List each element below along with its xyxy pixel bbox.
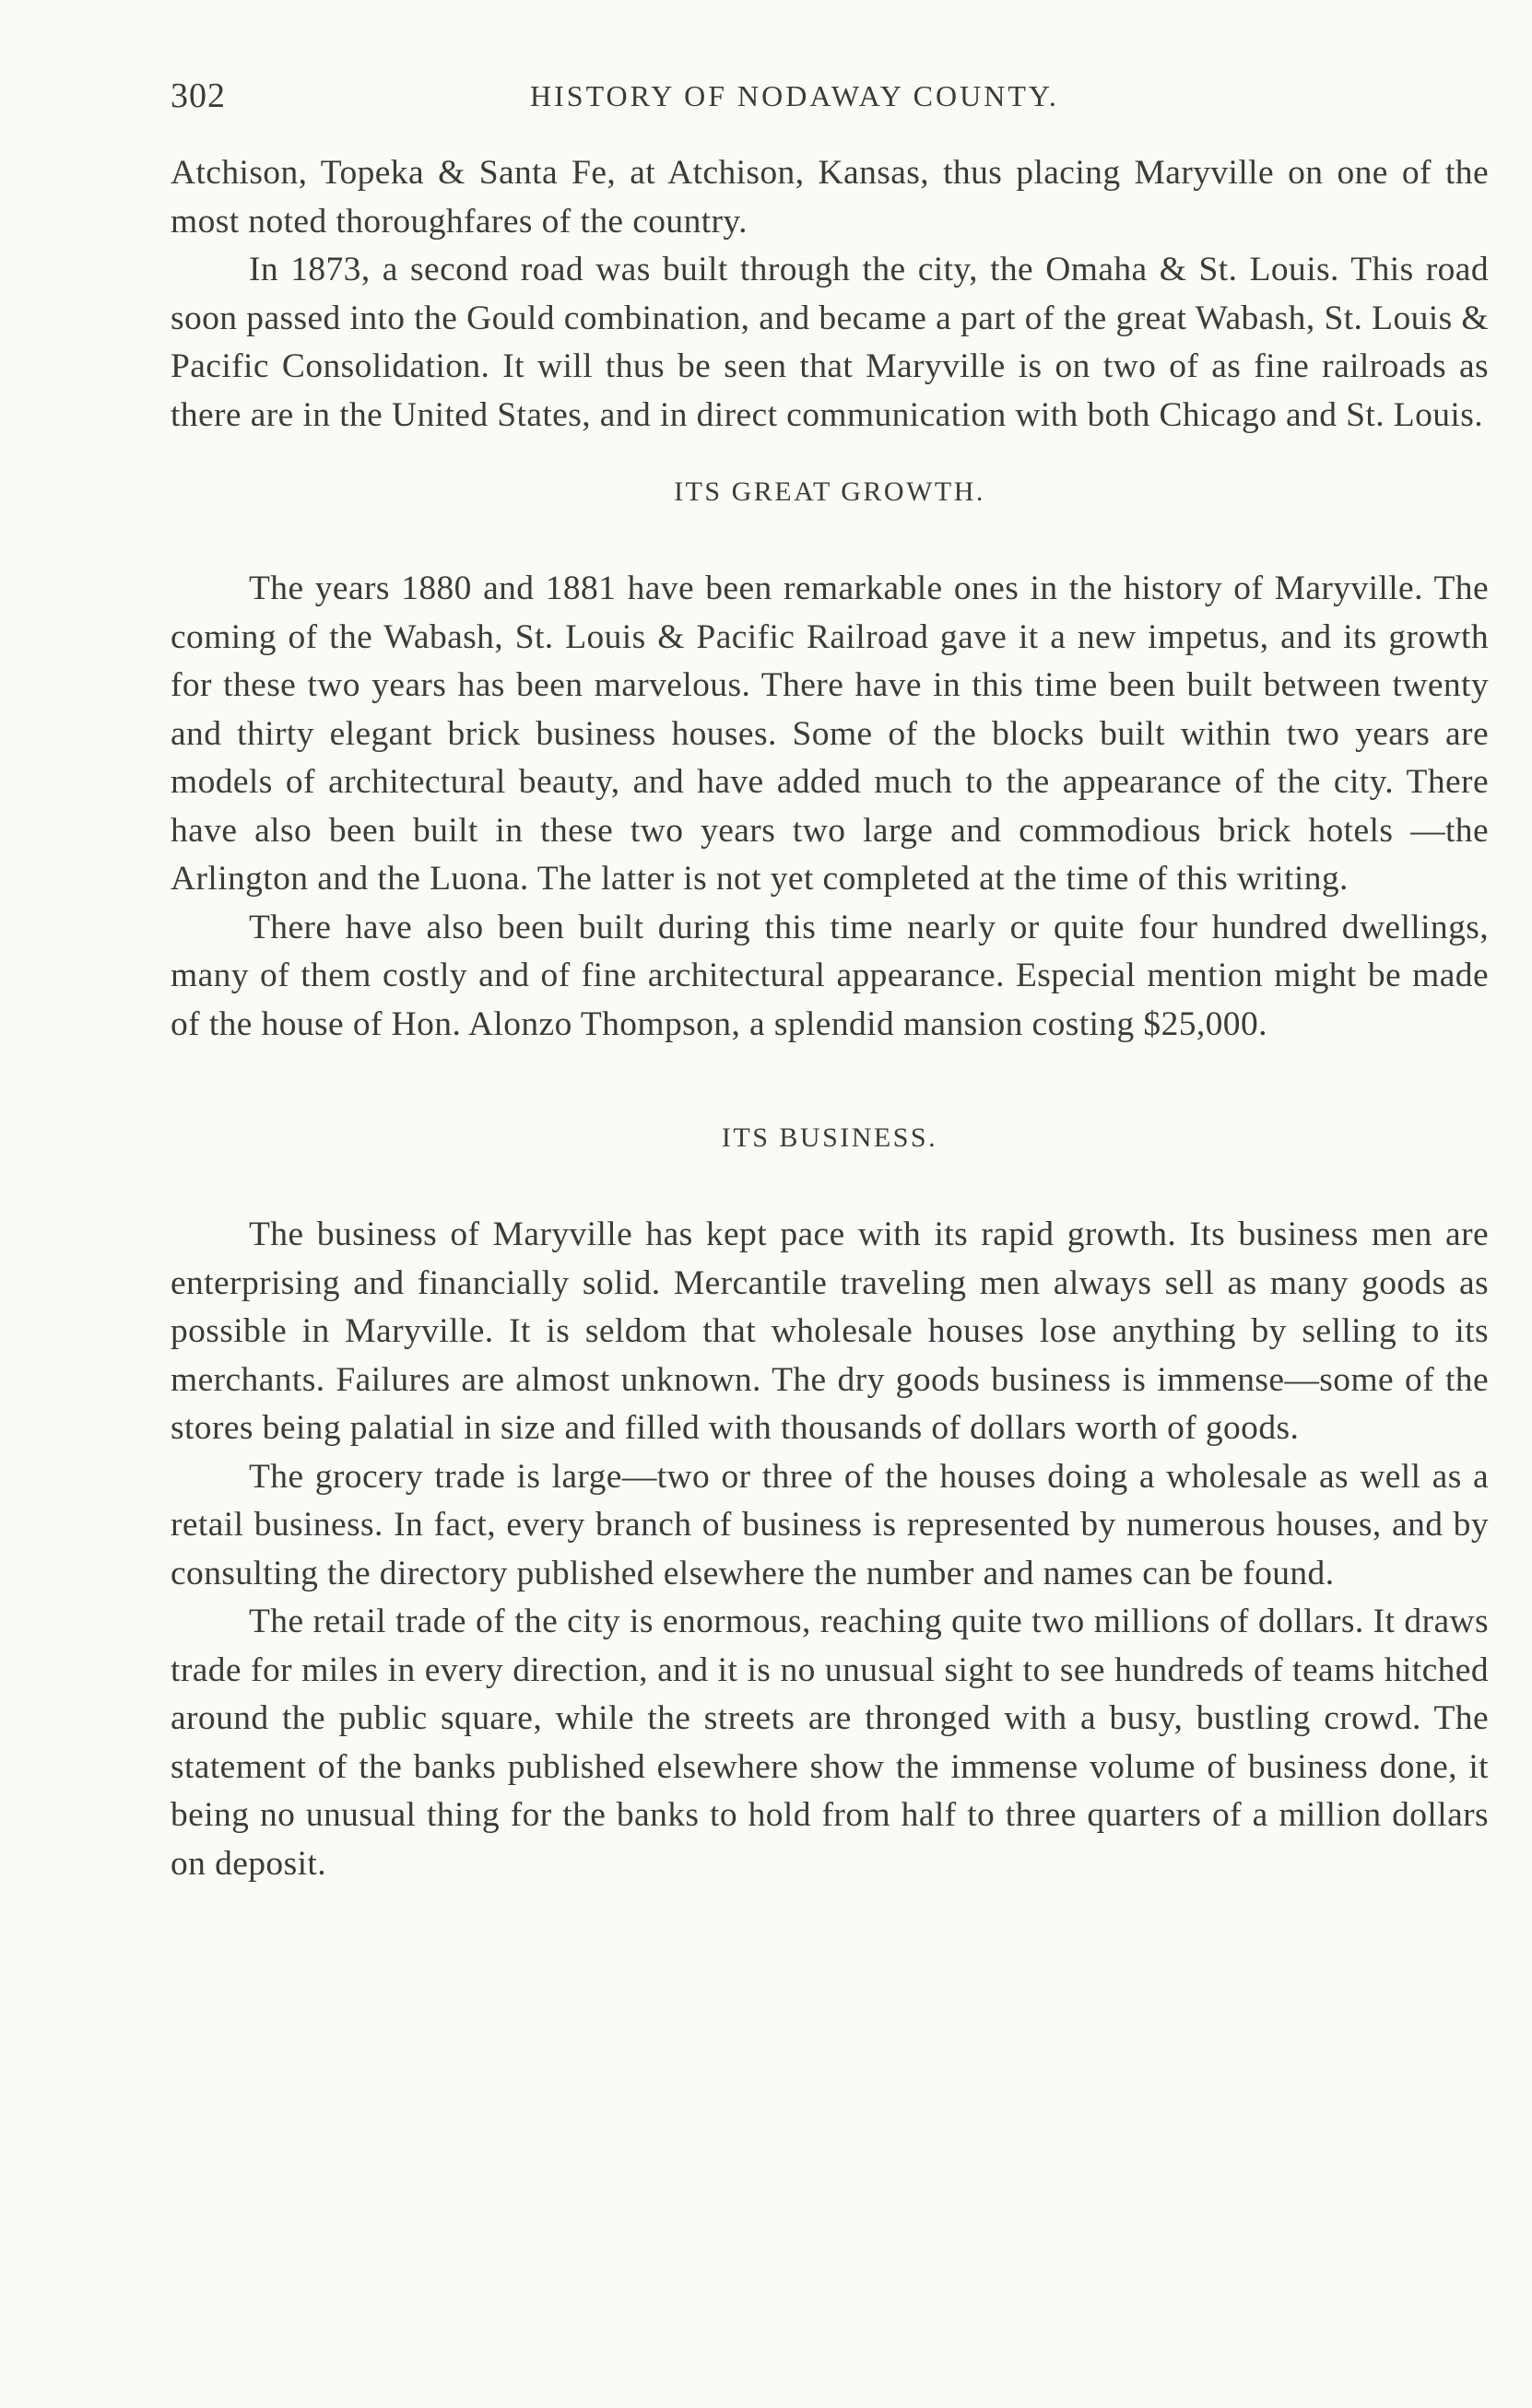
paragraph-retail-trade: The retail trade of the city is enormous, reaching quite two millions of dollars. It draws trade for miles in every direction, and it is no unusual sight to see hundreds of teams hitched around the public square, while the streets are thronged with a busy, bustling crowd. The statement of the banks published elsewhere show the immense volume of business done, it being no unusual thing for the banks to hold from half to three quarters of a million dollars on deposit. [171,1603,1489,1883]
paragraph-growth-years: The years 1880 and 1881 have been remarkable ones in the history of Maryville. The coming of the Wabash, St. Louis & Pacific Railroad gave it a new impetus, and its growth for these two years has been marvelous. There have in this time been built between twenty and thirty elegant brick business houses. Some of the blocks built within two years are models of architectural beauty, and have added much to the appearance of the city. There have also been built in these two years two large and commodious brick hotels —the Arlington and the Luona. The latter is not yet completed at the time of this writing. [171,570,1489,898]
paragraph-grocery-trade: The grocery trade is large—two or three of the houses doing a wholesale as well as a retail business. In fact, every branch of business is represented by numerous houses, and by consulting the directory published elsewhere the number and names can be found. [171,1457,1489,1592]
book-title: HISTORY OF NODAWAY COUNTY. [530,79,1059,112]
paragraph-continuation: Atchison, Topeka & Santa Fe, at Atchison, Kansas, thus placing Maryville on one of the most noted thoroughfares of the country. [171,154,1489,241]
paragraph-business: The business of Maryville has kept pace with its rapid growth. Its business men are enterprising and financially solid. Mercantile traveling men always sell as many goods as possible in Maryville. It is seldom that wholesale houses lose anything by selling to its merchants. Failures are almost unknown. The dry goods business is immense—some of the stores being palatial in size and filled with thousands of dollars worth of goods. [171,1216,1489,1447]
running-head [171,76,1489,122]
section-heading-business: ITS BUSINESS. [721,1122,938,1153]
section-heading-great-growth: ITS GREAT GROWTH. [674,476,985,507]
paragraph-dwellings: There have also been built during this time nearly or quite four hundred dwellings, many of them costly and of fine architectural appearance. Especial mention might be made of the house of Hon. Alonzo Thompson, a splendid mansion costing $25,000. [171,908,1489,1043]
body-text [171,149,1489,1888]
page-number: 302 [171,76,226,115]
paragraph-second-road: In 1873, a second road was built through the city, the Omaha & St. Louis. This road soon passed into the Gould combination, and became a part of the great Wabash, St. Louis & Pacific Consolidation. It will thus be seen that Maryville is on two of as fine railroads as there are in the United States, and in direct communication with both Chicago and St. Louis. [171,251,1489,434]
